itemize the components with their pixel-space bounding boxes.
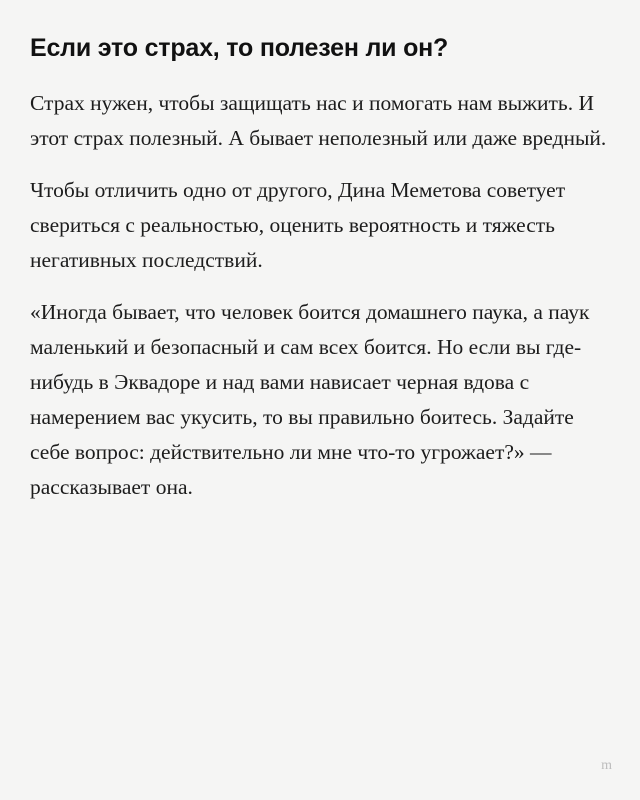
paragraph-2: Чтобы отличить одно от другого, Дина Меметова советует свериться с реальностью, оценить вероятность и тяжесть негативных последствий. xyxy=(30,178,566,272)
paragraph-1: Страх нужен, чтобы защищать нас и помогать нам выжить. И этот страх полезный. А бывает неполезный или даже вредный. xyxy=(30,91,607,150)
paragraph-3: «Иногда бывает, что человек боится домашнего паука, а паук маленький и безопасный и сам всех боится. Но если вы где-нибудь в Эквадоре и над вами нависает черная вдова с намерением вас укусить, то вы правильно боитесь. Задайте себе вопрос: действительно ли мне что-то угрожает?» — рассказывает она. xyxy=(30,300,590,499)
article-body xyxy=(30,86,610,505)
brand-logo: m xyxy=(601,758,612,773)
article-title: Если это страх, то полезен ли он? xyxy=(30,34,449,62)
